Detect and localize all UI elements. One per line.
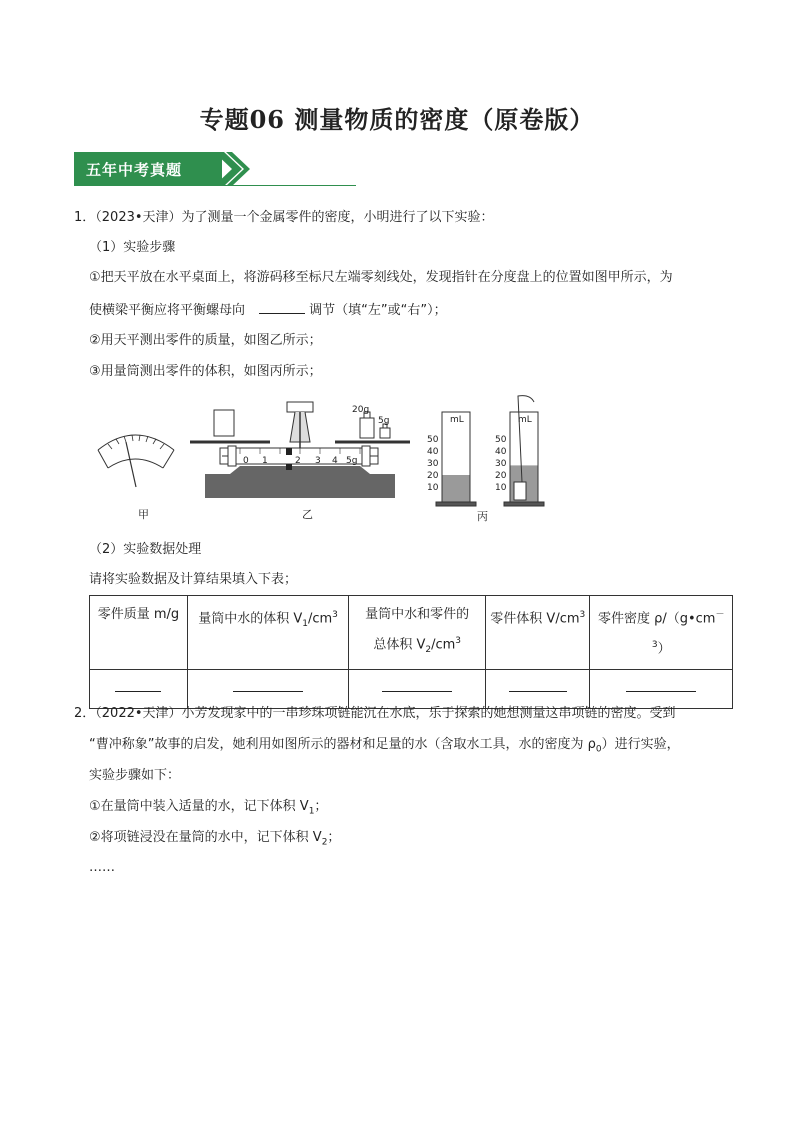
table-header-row — [90, 596, 733, 670]
cylinder-1-water — [442, 475, 470, 502]
section-banner — [74, 152, 254, 186]
weight-label: 5g — [378, 416, 390, 426]
cylinder-tick: 10 — [495, 483, 507, 493]
answer-blank[interactable] — [259, 299, 305, 314]
figure-label-jia: 甲 — [138, 508, 149, 521]
q1-header: 1．（2023•天津）为了测量一个金属零件的密度，小明进行了以下实验： — [74, 210, 494, 225]
scale-tick: 3 — [315, 456, 321, 466]
q1-step1b — [89, 299, 447, 321]
q2-line2: “曹冲称象”故事的启发，她利用如图所示的器材和足量的水（含取水工具，水的密度为 $\rho_0$）进行实验， — [89, 737, 680, 755]
banner-stripes — [214, 152, 254, 186]
q2-line3: 实验步骤如下： — [89, 768, 181, 783]
weight-label: 20g — [352, 405, 370, 415]
banner-title: 五年中考真题 — [86, 161, 183, 179]
cylinder-tick: 30 — [495, 459, 507, 469]
table-header-cell: 量筒中水和零件的 总体积 $V_2/cm^3$ — [349, 596, 486, 670]
answer-blank[interactable] — [509, 677, 567, 692]
q2-step1: ①在量筒中装入适量的水，记下体积 $V_1$； — [89, 799, 328, 817]
cylinder-tick: 10 — [427, 483, 439, 493]
scale-tick: 1 — [262, 456, 268, 466]
table-cell — [486, 669, 590, 708]
table-header-cell: 零件密度 $\rho/(g•cm^{-3})$ — [590, 596, 733, 670]
answer-blank[interactable] — [382, 677, 452, 692]
q1-step1a: ①把天平放在水平桌面上，将游码移至标尺左端零刻线处，发现指针在分度盘上的位置如图甲所示，为 — [89, 270, 673, 285]
experiment-figures — [90, 392, 560, 527]
table-row — [90, 669, 733, 708]
table-cell — [187, 669, 348, 708]
page-title: 专题06 测量物质的密度（原卷版） — [199, 105, 595, 134]
scale-tick: 2 — [295, 456, 301, 466]
answer-blank[interactable] — [626, 677, 696, 692]
cylinder-figure — [436, 396, 544, 506]
cylinder-tick: 40 — [427, 447, 439, 457]
figure-label-bing: 丙 — [477, 510, 488, 523]
banner-underline — [74, 185, 356, 186]
answer-blank[interactable] — [115, 677, 161, 692]
cylinder-tick: 20 — [427, 471, 439, 481]
q1-part2: （2）实验数据处理 — [89, 542, 202, 557]
cylinder-unit: mL — [450, 415, 464, 425]
scale-tick: 4 — [332, 456, 338, 466]
cylinder-unit: mL — [518, 415, 532, 425]
cylinder-tick: 20 — [495, 471, 507, 481]
dial-figure — [98, 435, 174, 487]
cylinder-tick: 50 — [427, 435, 439, 445]
figure-label-yi: 乙 — [302, 508, 313, 521]
table-cell — [349, 669, 486, 708]
table-header-cell: 量筒中水的体积 $V_1/cm^3$ — [187, 596, 348, 670]
cylinder-tick: 50 — [495, 435, 507, 445]
q2-ellipsis: …… — [89, 860, 115, 875]
data-table — [89, 595, 733, 709]
scale-tick: 0 — [243, 456, 249, 466]
table-header-cell: 零件体积 $V/cm^3$ — [486, 596, 590, 670]
q2-step2: ②将项链浸没在量筒的水中，记下体积 $V_2$； — [89, 830, 341, 848]
q1-step2: ②用天平测出零件的质量，如图乙所示； — [89, 333, 322, 348]
q1-step1b-pre: 使横梁平衡应将平衡螺母向 — [89, 303, 246, 318]
answer-blank[interactable] — [233, 677, 303, 692]
cylinder-tick: 30 — [427, 459, 439, 469]
q2-header: 2．（2022•天津）小芳发现家中的一串珍珠项链能沉在水底，乐于探索的她想测量这串项链的密度。受到 — [74, 706, 676, 721]
table-header-cell: 零件质量 m/g — [90, 596, 188, 670]
q1-part1: （1）实验步骤 — [89, 240, 176, 255]
q1-step3: ③用量筒测出零件的体积，如图丙所示； — [89, 364, 322, 379]
table-cell — [90, 669, 188, 708]
metal-part — [514, 482, 526, 500]
q1-step1b-post: 调节（填“左”或“右”）； — [309, 303, 447, 318]
scale-tick: 5g — [346, 456, 358, 466]
q1-table-intro: 请将实验数据及计算结果填入下表； — [89, 572, 298, 587]
table-cell — [590, 669, 733, 708]
balance-figure — [190, 402, 410, 498]
cylinder-tick: 40 — [495, 447, 507, 457]
